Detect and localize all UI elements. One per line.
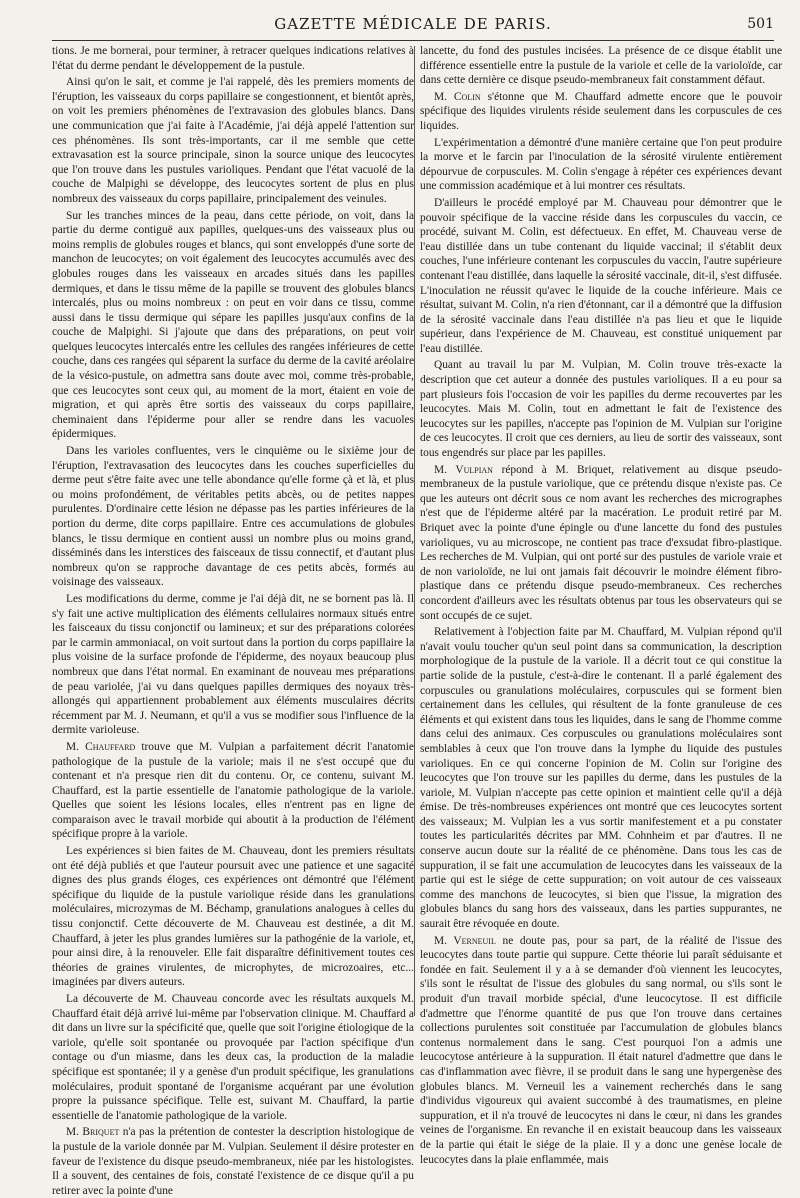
paragraph xyxy=(420,625,782,931)
paragraph xyxy=(420,90,782,134)
right-column xyxy=(420,44,782,1166)
paragraph-text: Ainsi qu'on le sait, et comme je l'ai rappelé, dès les premiers moments de l'éruption, les vaisseaux du corps papillaire se congestionnent, et bientôt après, on voit les premiers phénomènes de l'extravasion des globules blancs. Dans une communication que j'ai faite à l'Académie, j'ai déjà appelé l'attention sur ces phénomènes. Ils sont très-importants, car il me semble que cette extravasation est la source principale, sinon la source unique des leucocytes que l'on trouve dans les pustules varioliques. Pendant que l'état vacuolé de la couche de Malpighi se développe, des leucocytes sortent de plus en plus nombreux des vaisseaux du corps papillaire, principalement des veinules. xyxy=(52,76,414,205)
paragraph xyxy=(52,592,414,738)
paragraph xyxy=(420,934,782,1168)
paragraph xyxy=(420,136,782,194)
paragraph-text: Quant au travail lu par M. Vulpian, M. Colin trouve très-exacte la description que cet auteur a donnée des pustules varioliques. Il a eu pour sa part plusieurs fois l'occasion de voir les papilles du derme recouvertes par les leucocytes. Mais M. Colin, tout en admettant le fait de l'existence des leucocytes sur les papilles, n'accepte pas l'opinion de M. Vulpian sur l'origine de ces leucocytes. Il croit que ces derniers, au lieu de sortir des vaisseaux, sont tous engendrés sur place par les papilles. xyxy=(420,359,782,460)
running-header xyxy=(52,10,774,41)
paragraph-text: répond à M. Briquet, relativement au disque pseudo-membraneux de la pustule variolique, que ce prétendu disque n'existe pas. Ce que les auteurs ont décrit sous ce nom avant les recherches des micrographes n'est que de l'épiderme altéré par la macération. Le produit retiré par M. Briquet avec la pointe d'une épingle ou d'une lancette du fond des pustules varioliques, vu au microscope, ne contient pas trace d'exsudat fibro-plastique. Les recherches de M. Vulpian, qui ont porté sur des pustules de variole vraie et de non varioloïde, ne lui ont jamais fait découvrir le moindre élément fibro-plastique dans ce prétendu disque pseudo-membraneux. Ces recherches concordent d'ailleurs avec les résultats obtenus par tous les observateurs qui se sont occupés de ce sujet. xyxy=(420,463,782,622)
speaker-name: M. Chauffard xyxy=(66,740,136,753)
left-column xyxy=(52,44,414,1197)
paragraph xyxy=(52,740,414,842)
paragraph-text: Relativement à l'objection faite par M. Chauffard, M. Vulpian répond qu'il n'avait voulu toucher qu'un seul point dans sa communication, la description morphologique de la pustule de la variole. Il a décrit tout ce qui constitue la partie solide de la pustule, c'est-à-dire le contenant. Il a parlé également des corpuscules ou granulations moléculaires, corpuscules qui se forment bien certainement dans les cellules, qui résultent de la fonte granuleuse de ces éléments et qui existent dans tous les liquides, dans le sang de l'homme comme dans celui des animaux. Ces corpuscules ou granulations moléculaires sont semblables à ceux que l'on trouve dans la lymphe du liquide des pustules varioliques. En ce qui concerne l'opinion de M. Colin sur l'origine des leucocytes que l'on trouve sur les papilles du derme, dans les pustules de la variole, M. Vulpian n'accepte pas cette opinion et maintient celle qu'il a déjà émise. De très-nombreuses expériences ont montré que ces leucocytes sortent des vaisseaux; M. Vulpian les a vus sortir manifestement et a pu constater toutes les particularités décrites par MM. Cohnheim et par d'autres. Il ne conserve aucun doute sur la réalité de ce phénomène. Dans tous les cas de suppuration, il se fait une accumulation de leucocytes dans les vaisseaux de la partie qui est le siége de cette suppuration; on voit autour de ces vaisseaux comme des manchons de leucocytes, si bien que l'issue, la migration des globules blancs du sang hors des vaisseaux, dans les parties suppurantes, ne saurait être révoquée en doute. xyxy=(420,626,782,931)
speaker-name: M. Verneuil xyxy=(434,934,496,947)
paragraph xyxy=(52,992,414,1123)
paragraph xyxy=(52,209,414,443)
paragraph xyxy=(420,196,782,357)
paragraph-text: ne doute pas, pour sa part, de la réalité de l'issue des leucocytes dans toute partie qui suppure. Cette théorie lui paraît séduisante et fondée en fait. Seulement il y a à se demander d'où viennent les leucocytes, s'ils sont le résultat de l'issue des globules du sang normal, ou s'ils sont le produit d'un travail morbide spécial, d'une leucocytose. Il est difficile d'admettre que l'énorme quantité de pus que l'on trouve dans certaines collections purulentes soit constituée par l'accumulation de globules blancs contenus normalement dans le sang. C'est pourquoi l'on a admis une leucocytose antérieure à la suppuration. Il était naturel d'admettre que dans le cas d'inflammation avec fièvre, il se produit dans le sang une hypergenèse des globules blancs. M. Verneuil les a vainement recherchés dans le sang d'individus vigoureux qui avaient succombé à des traumatismes, en pleine suppuration, et il n'a trouvé de leucocytes ni dans le cœur, ni dans les grandes veines de l'organisme. En revanche il en existait beaucoup dans les vaisseaux de la partie qui était le siége de la plaie. Il y a donc une genèse locale de leucocytes dans la plaie enflammée, mais xyxy=(420,934,782,1166)
paragraph-text: La découverte de M. Chauveau concorde avec les résultats auxquels M. Chauffard était déjà arrivé lui-même par l'observation clinique. M. Chauffard a dit dans un livre sur la spécificité que, quelle que soit l'origine étiologique de la variole, qu'elle soit spontanée ou provoquée par l'action spécifique d'un contage ou d'un miasme, dans les deux cas, la production de la maladie spécifique est spontanée; il y a genèse d'un produit spécifique, les granulations moléculaires, produit spontané de l'organisme acquérant par une évolution propre la puissance spécifique. Telle est, suivant M. Chauffard, la partie essentielle de l'anatomie pathologique de la variole. xyxy=(52,993,414,1122)
paragraph xyxy=(52,1125,414,1198)
speaker-name: M. Briquet xyxy=(66,1126,120,1139)
paragraph-text: Les expériences si bien faites de M. Chauveau, dont les premiers résultats ont été déjà publiés et que l'auteur poursuit avec une patience et une sagacité dignes des plus grands éloges, ces expériences ont démontré que l'élément spécifique du liquide de la pustule variolique réside dans les granulations moléculaires, microzymas de M. Béchamp, granulations analogues à celles du tissu conjonctif. Cette découverte de M. Chauveau est destinée, a dit M. Chauffard, à jeter les plus grandes lumières sur la pathogénie de la variole, et, pour ainsi dire, à la renouveler. Elle fait disparaître définitivement toutes ces théories de graines virulentes, de microphytes, de microzoaires, etc... imaginées par divers auteurs. xyxy=(52,845,414,989)
page-number: 501 xyxy=(747,16,774,32)
paragraph xyxy=(52,44,414,73)
paragraph-text: lancette, du fond des pustules incisées. La présence de ce disque établit une différence essentielle entre la pustule de la variole et celle de la varioloïde, car dans cette dernière ce disque pseudo-membraneux fait constamment défaut. xyxy=(420,45,782,87)
paragraph-text: Sur les tranches minces de la peau, dans cette période, on voit, dans la partie du derme contiguë aux papilles, quelques-uns des vaisseaux plus ou moins remplis de globules rouges et blancs, qui sont enveloppés d'une sorte de manchon de leucocytes; on voit également des leucocytes accumulés avec des globules rouges dans les vaisseaux en arcades situés dans les papilles dermiques, et dans le tissu même de la papille se trouvent des globules blancs intercalés, plus ou moins nombreux : on peut en voir dans ce tissu, comme aussi dans le tissu dermique qui sépare les papilles jusqu'aux confins de la couche de Malpighi. Si j'ajoute que dans des préparations, on peut voir quelques leucocytes intercalés entre les cellules des rangées inférieures de cette couche, dans ces rangées qui séparent la surface du derme de la cavité aréolaire de la vésico-pustule, on admettra sans doute avec moi, comme très-probable, que ces leucocytes sont ceux qui, au moment de la mort, étaient en voie de migration, et qui après être sortis des vaisseaux du corps papillaire, cheminaient dans l'épiderme pour aller se rendre dans les vacuoles épidermiques. xyxy=(52,209,414,441)
paragraph-text: s'étonne que M. Chauffard admette encore que le pouvoir spécifique des liquides virulents réside seulement dans les corpuscules de ces liquides. xyxy=(420,90,782,132)
speaker-name: M. Colin xyxy=(434,90,481,103)
paragraph xyxy=(52,75,414,206)
paragraph-text: D'ailleurs le procédé employé par M. Chauveau pour démontrer que le pouvoir spécifique de la vaccine réside dans les corpuscules du vaccin, ce procédé, suivant M. Colin, est défectueux. En effet, M. Chauveau verse de l'eau distillée dans un tube contenant du liquide vaccinal; il s'établit deux couches, l'une inférieure contenant les corpuscules du vaccin, l'autre supérieure contenant l'eau distillée, dans laquelle la sérosité vaccinale, dit-il, s'est diffusée. L'inoculation ne réussit qu'avec le liquide de la couche inférieure. Mais ce résultat, suivant M. Colin, n'a rien d'étonnant, car il a démontré que la diffusion de la sérosité vaccinale dans l'eau distillée n'a pas lieu et que le liquide supérieur, dans l'expérience de M. Chauveau, est constitué uniquement par l'eau distillée. xyxy=(420,196,782,355)
paragraph-text: tions. Je me bornerai, pour terminer, à retracer quelques indications relatives à l'état du derme pendant le développement de la pustule. xyxy=(52,45,414,72)
speaker-name: M. Vulpian xyxy=(434,463,493,476)
publication-title: GAZETTE MÉDICALE DE PARIS. xyxy=(274,15,552,33)
paragraph-text: Les modifications du derme, comme je l'ai déjà dit, ne se bornent pas là. Il s'y fait une active multiplication des éléments cellulaires normaux situés entre les faisceaux du tissu conjonctif ou lamineux; et sur des préparations colorées par le carmin ammoniacal, on voit surtout dans la portion du corps papillaire la plus voisine de la surface profonde de l'épiderme, des noyaux beaucoup plus nombreux que dans l'état normal. En examinant de nouveau mes préparations de peau variolée, j'ai vu dans quelques papilles dermiques des noyaux très-allongés qui appartiennent probablement aux éléments musculaires décrits récemment par M. J. Neumann, et qu'il a vus se modifier sous l'influence de la dermite varioleuse. xyxy=(52,592,414,737)
paragraph xyxy=(52,844,414,990)
paragraph-text: trouve que M. Vulpian a parfaitement décrit l'anatomie pathologique de la pustule de la variole; mais il ne s'est occupé que du contenant et n'a presque rien dit du contenu. Or, ce contenu, suivant M. Chauffard, est la partie essentielle de l'anatomie pathologique de la variole. Quelles que soient les lésions locales, elles n'entrent pas en ligne de comparaison avec le travail morbide qui aboutit à la production de l'élément spécifique propre à la variole. xyxy=(52,740,414,841)
column-divider xyxy=(414,46,415,1016)
paragraph-text: L'expérimentation a démontré d'une manière certaine que l'on peut produire la morve et le farcin par l'inoculation de la sérosité virulente entièrement dépourvue de corpuscules. M. Colin s'engage à répéter ces expériences devant une commission académique et à lui montrer ces résultats. xyxy=(420,136,782,193)
paragraph xyxy=(420,463,782,624)
paragraph xyxy=(420,44,782,88)
paragraph xyxy=(52,444,414,590)
paragraph xyxy=(420,358,782,460)
paragraph-text: Dans les varioles confluentes, vers le cinquième ou le sixième jour de l'éruption, l'extravasation des leucocytes dans les couches superficielles du derme peut s'être faite avec une telle abondance qu'elle forme çà et là, et plus ou moins profondément, de véritables petits abcès, ou de petites nappes purulentes. D'ordinaire cette lésion ne dépasse pas les parties inférieures de la portion du derme, dite corps papillaire. Entre ces accumulations de globules blancs, le tissu dermique en contient aussi un nombre plus ou moins grand, disséminés dans les interstices des faisceaux de tissu connectif, et d'autant plus nombreux qu'on se rapproche davantage de ces petits abcès, formés au voisinage des vaisseaux. xyxy=(52,445,414,589)
paragraph-text: n'a pas la prétention de contester la description histologique de la pustule de la variole donnée par M. Vulpian. Seulement il désire protester en faveur de l'existence du disque pseudo-membraneux, niée par les histologistes. Il a souvent, des centaines de fois, constaté l'existence de ce disque qu'il a pu retirer avec la pointe d'une xyxy=(52,1126,414,1197)
